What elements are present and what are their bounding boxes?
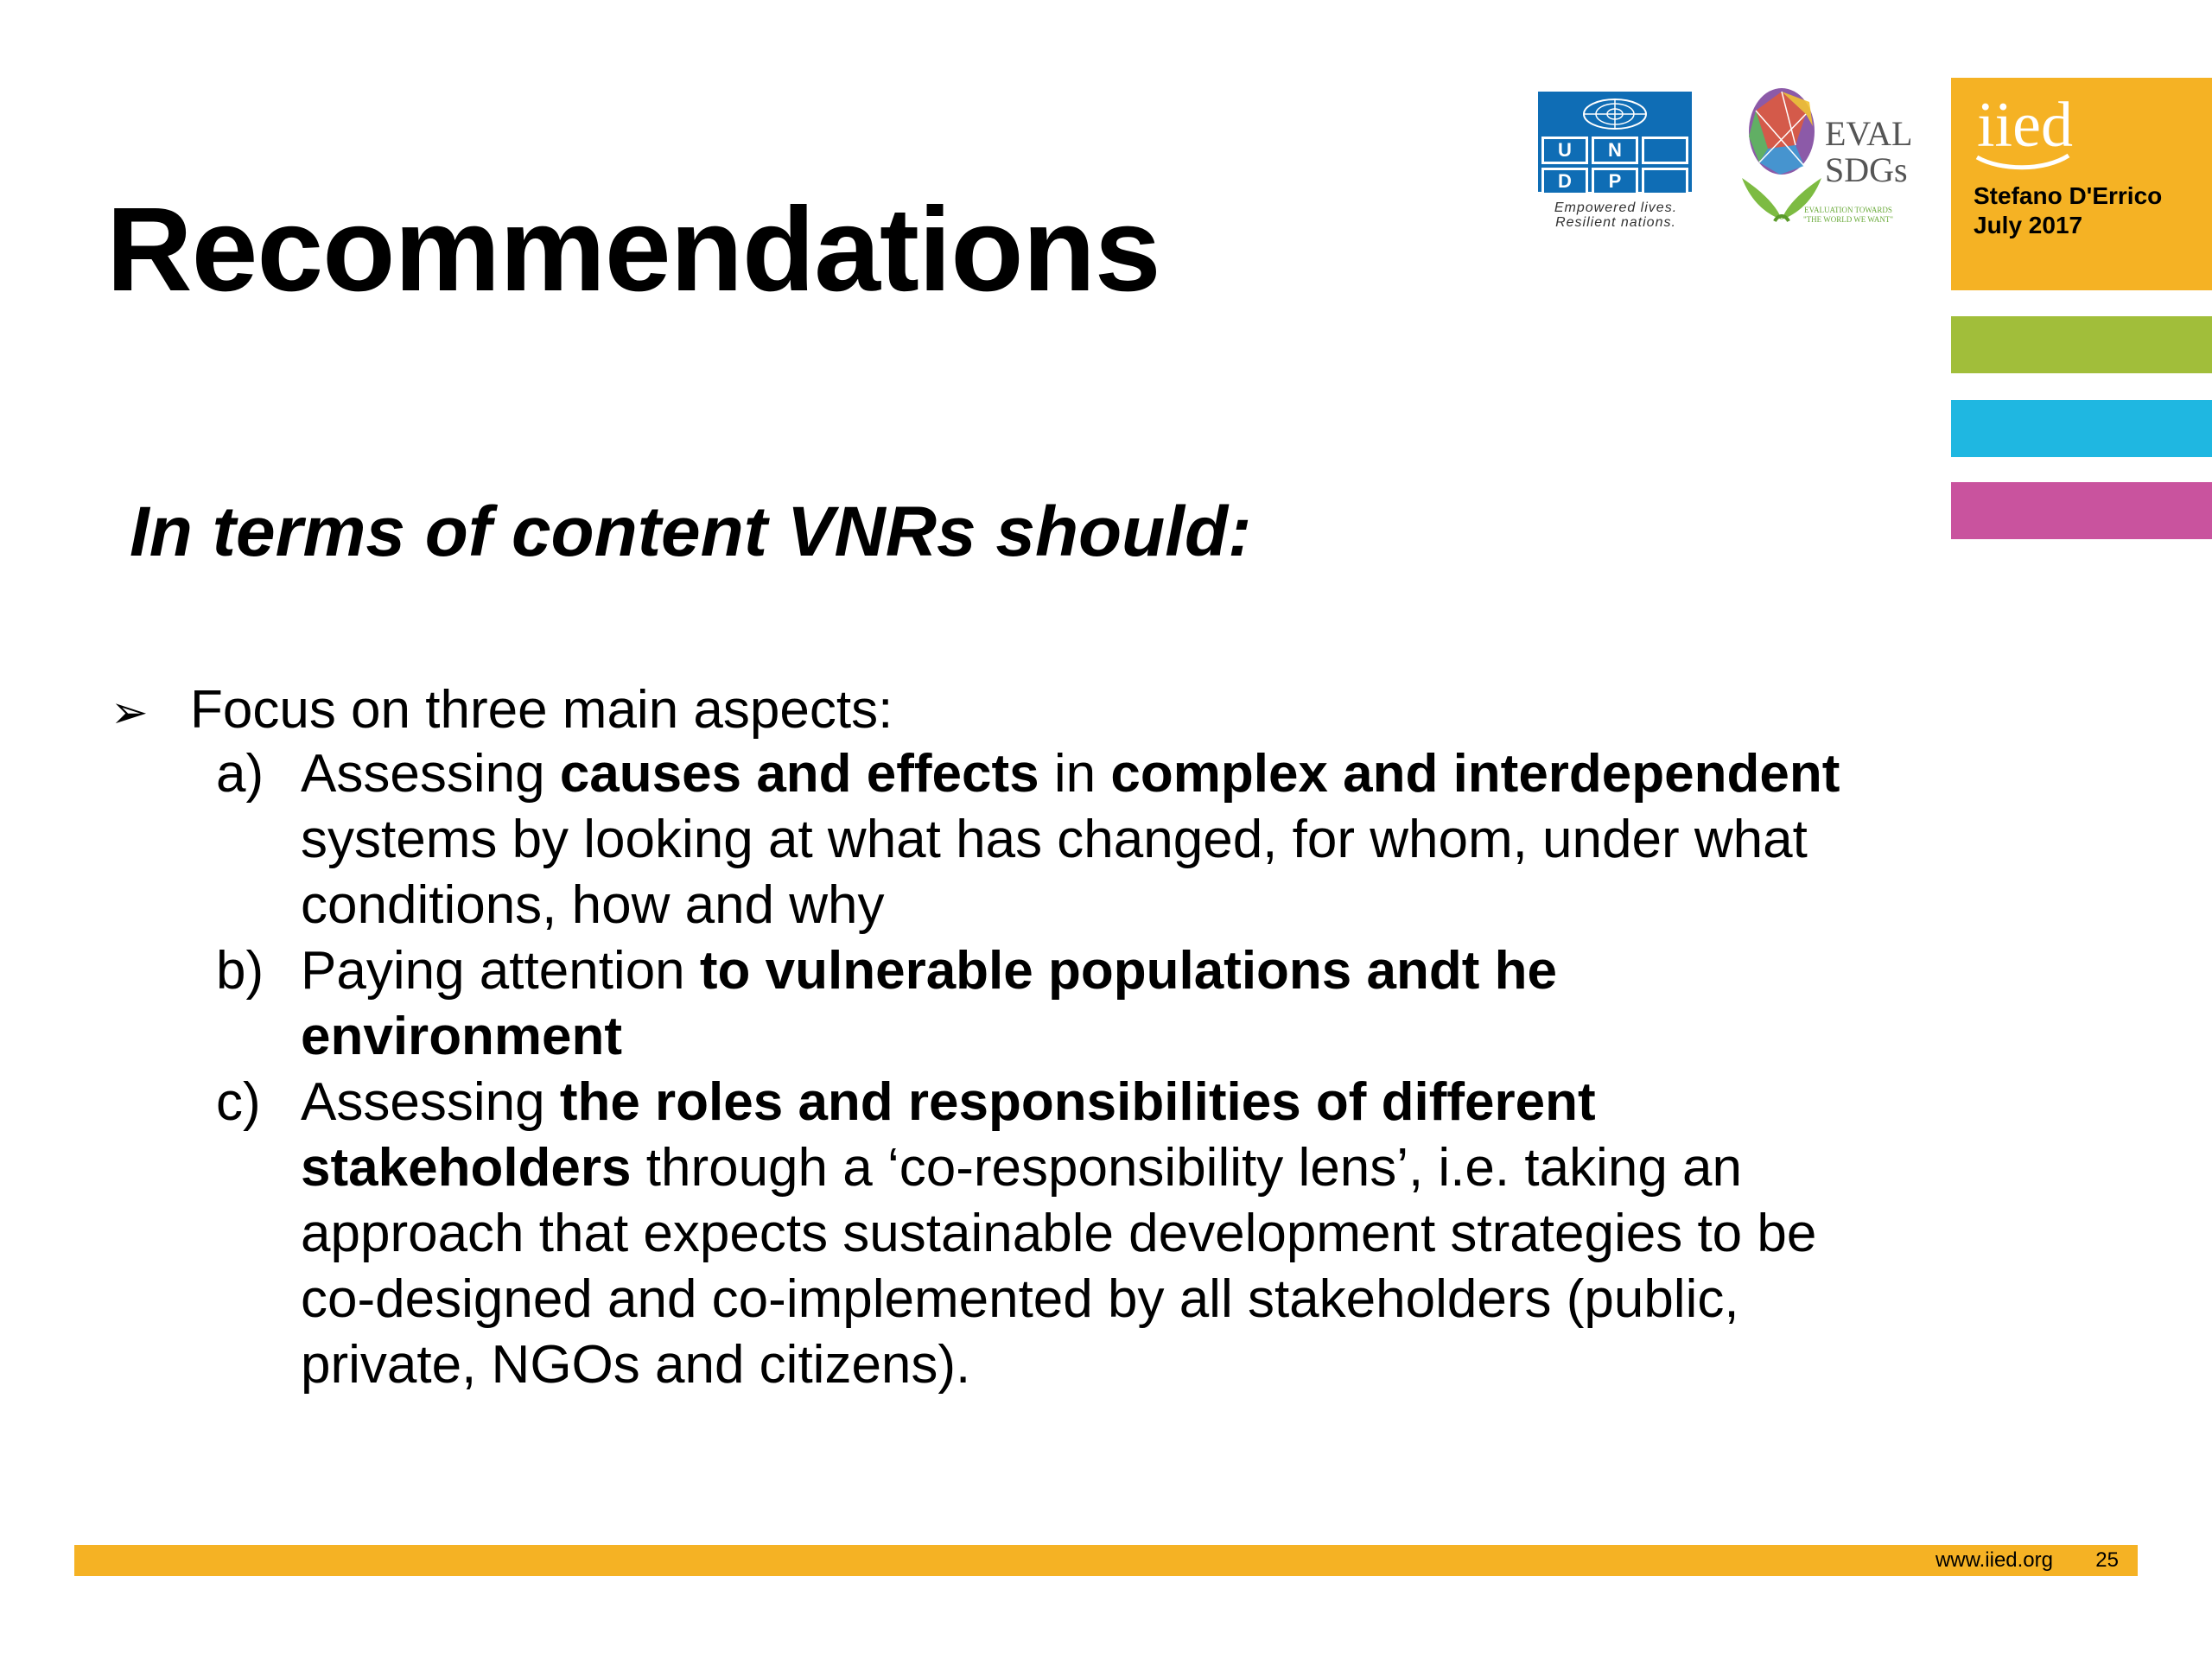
plain-text: Assessing: [301, 744, 560, 804]
evalsdgs-sub-line2: "THE WORLD WE WANT": [1802, 215, 1894, 224]
plain-text: Assessing: [301, 1072, 560, 1132]
undp-letter-cell: D: [1541, 168, 1588, 195]
slide-subtitle: In terms of content VNRs should:: [130, 493, 1252, 571]
bullet-text: Focus on three main aspects:: [190, 680, 893, 740]
stripe-green: [1951, 316, 2212, 373]
plain-text: systems by looking at what has changed, for whom, under what conditions, how and why: [301, 810, 1808, 935]
iied-swoosh-icon: [1975, 152, 2070, 173]
undp-tagline-line2: Resilient nations.: [1555, 215, 1676, 230]
list-item: [216, 938, 1858, 1070]
evalsdgs-line1: EVAL: [1825, 114, 1913, 153]
plain-text: Paying attention: [301, 941, 700, 1001]
undp-tagline: [1510, 200, 1721, 230]
footer-bar: [74, 1545, 2138, 1576]
list-item-marker: c): [216, 1072, 261, 1132]
stripe-magenta: [1951, 482, 2212, 539]
list-item: [216, 1070, 1858, 1398]
evalsdgs-subtitle: [1783, 206, 1913, 225]
list-item-marker: b): [216, 941, 264, 1001]
list-item: [216, 741, 1858, 938]
footer-url[interactable]: www.iied.org: [1935, 1548, 2053, 1572]
undp-tagline-line1: Empowered lives.: [1554, 200, 1678, 215]
author-block: [1974, 181, 2162, 240]
undp-letter-cell: U: [1541, 137, 1588, 164]
evalsdgs-line2: SDGs: [1825, 150, 1908, 189]
list-item-marker: a): [216, 744, 264, 804]
undp-letter-grid: [1541, 137, 1688, 192]
list-item-text: [301, 938, 1858, 1070]
list-item-text: [301, 1070, 1858, 1398]
presentation-date: July 2017: [1974, 212, 2083, 238]
iied-logo: iied: [1977, 90, 2073, 161]
plain-text: through a ‘co-responsibility lens’, i.e. taking an approach that expects sustainable development strategies to be co-designed and co-implemented by all stakeholders (public, private, NGOs and citizens).: [301, 1138, 1817, 1395]
evalsdgs-title: [1825, 116, 1912, 188]
emphasis-text: the roles and responsibilities of different stakeholders: [301, 1072, 1596, 1198]
plain-text: in: [1039, 744, 1111, 804]
un-emblem-icon: [1579, 97, 1651, 131]
undp-letter-cell: [1642, 137, 1688, 164]
stripe-cyan: [1951, 400, 2212, 457]
emphasis-text: complex and interdependent: [1110, 744, 1840, 804]
bullet-main: [111, 678, 893, 742]
evalsdgs-sub-line1: EVALUATION TOWARDS: [1804, 206, 1892, 214]
slide-title: Recommendations: [106, 183, 1160, 316]
page-number: 25: [2095, 1548, 2119, 1572]
arrow-bullet-icon: ➢: [111, 688, 149, 738]
emphasis-text: causes and effects: [559, 744, 1039, 804]
undp-letter-cell: N: [1592, 137, 1638, 164]
iied-header-box: [1951, 78, 2212, 290]
sub-item-list: [216, 741, 1858, 1398]
undp-letter-cell: [1642, 168, 1688, 195]
author-name: Stefano D'Errico: [1974, 182, 2163, 209]
emphasis-text: to vulnerable populations andt he environment: [301, 941, 1557, 1066]
list-item-text: [301, 741, 1858, 938]
undp-letter-cell: P: [1592, 168, 1638, 195]
undp-logo: [1538, 92, 1692, 192]
